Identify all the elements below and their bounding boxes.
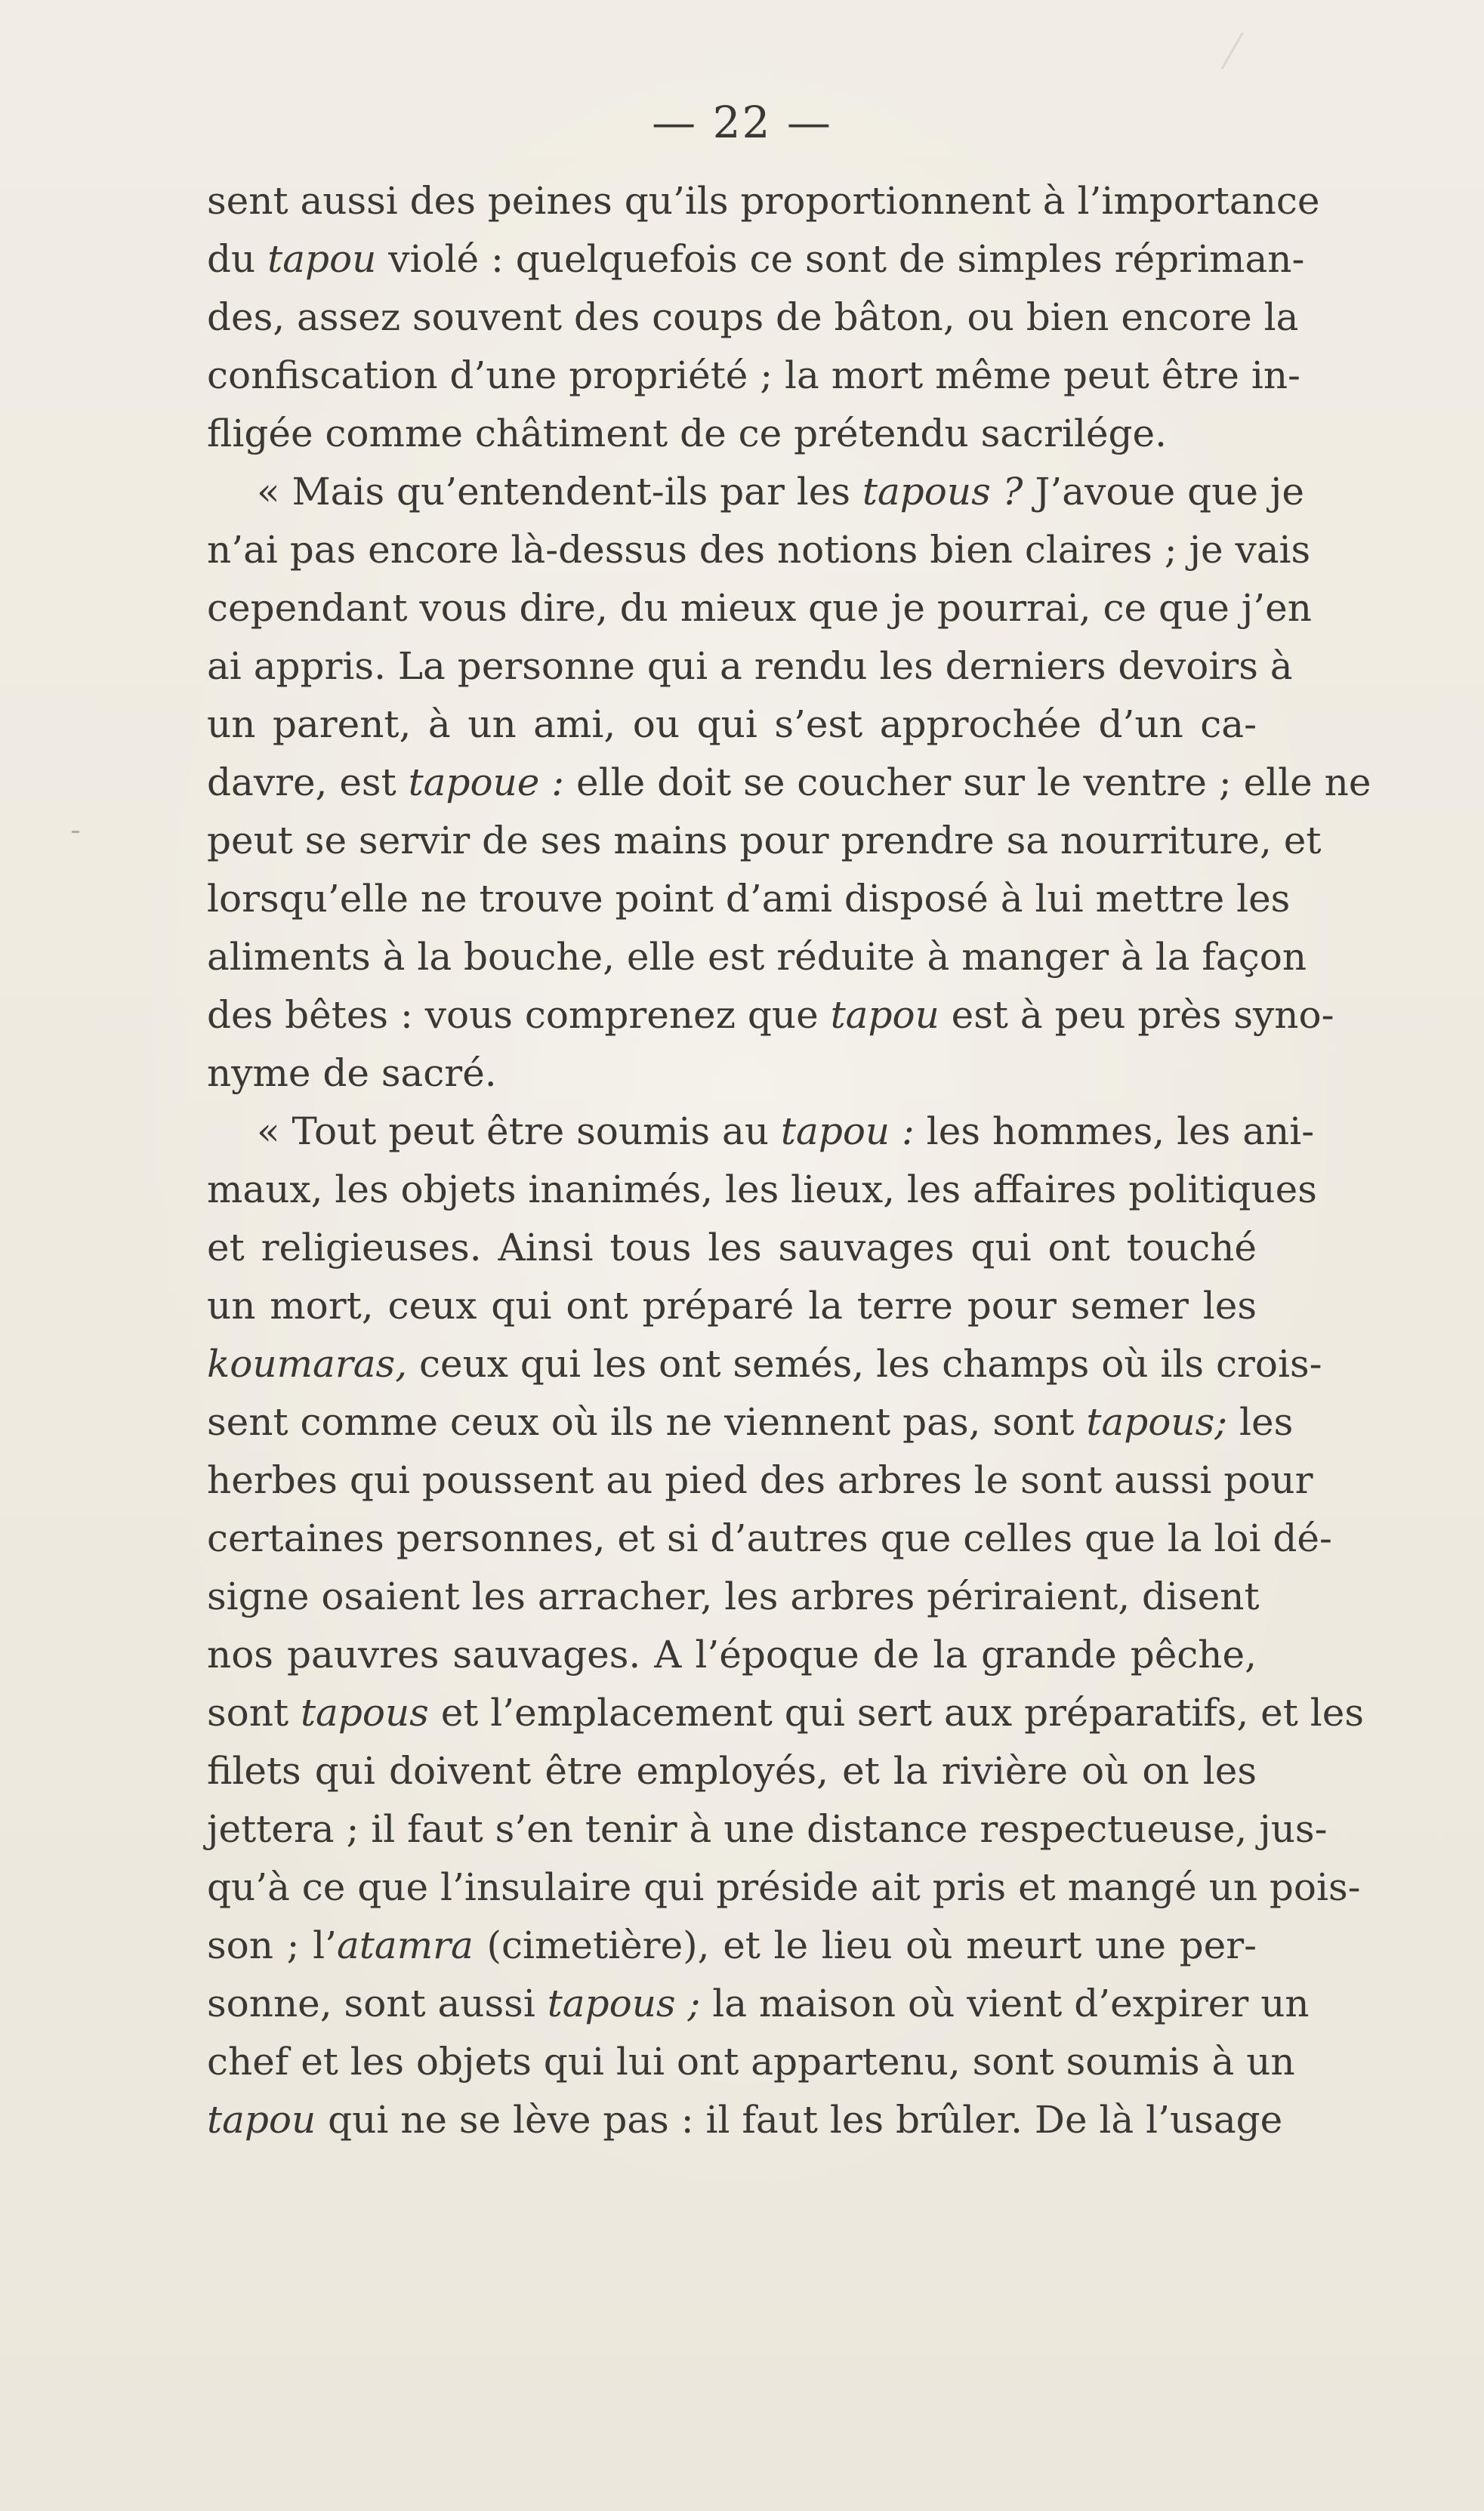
text-line: nos pauvres sauvages. A l’époque de la grande pêche, <box>207 1633 1257 1677</box>
paragraph-end-line: fligée comme châtiment de ce prétendu sacrilége. <box>207 412 1168 455</box>
text-line: et religieuses. Ainsi tous les sauvages qui ont touché <box>207 1226 1257 1269</box>
text-line: un parent, à un ami, ou qui s’est approchée d’un ca- <box>207 702 1257 746</box>
paragraph-start-line: « Mais qu’entendent-ils par les tapous ? J’avoue que je <box>257 470 1304 514</box>
text-line: son ; l’atamra (cimetière), et le lieu où meurt une per- <box>207 1923 1257 1967</box>
text-line: tapou qui ne se lève pas : il faut les brûler. De là l’usage <box>207 2098 1283 2142</box>
text-line: filets qui doivent être employés, et la rivière où on les <box>207 1749 1257 1793</box>
text-line: confiscation d’une propriété ; la mort même peut être in- <box>207 353 1300 397</box>
text-line: qu’à ce que l’insulaire qui préside ait pris et mangé un pois- <box>207 1865 1361 1909</box>
text-line: n’ai pas encore là-dessus des notions bien claires ; je vais <box>207 528 1311 572</box>
text-line: certaines personnes, et si d’autres que celles que la loi dé- <box>207 1516 1332 1560</box>
text-line: des bêtes : vous comprenez que tapou est à peu près syno- <box>207 993 1334 1037</box>
text-line: peut se servir de ses mains pour prendre sa nourriture, et <box>207 819 1322 862</box>
paper-crease-mark <box>1220 32 1243 69</box>
text-line: herbes qui poussent au pied des arbres le sont aussi pour <box>207 1458 1313 1502</box>
text-line: lorsqu’elle ne trouve point d’ami disposé à lui mettre les <box>207 877 1291 921</box>
text-line: davre, est tapoue : elle doit se coucher sur le ventre ; elle ne <box>207 760 1371 804</box>
text-line: du tapou violé : quelquefois ce sont de simples répriman- <box>207 237 1305 281</box>
text-line: des, assez souvent des coups de bâton, ou bien encore la <box>207 295 1299 339</box>
text-line: un mort, ceux qui ont préparé la terre pour semer les <box>207 1284 1257 1328</box>
text-line: koumaras, ceux qui les ont semés, les champs où ils crois- <box>207 1342 1322 1386</box>
paragraph-end-line: nyme de sacré. <box>207 1051 497 1095</box>
page-number: — 22 — <box>652 97 832 148</box>
text-line: cependant vous dire, du mieux que je pourrai, ce que j’en <box>207 586 1312 630</box>
text-line: signe osaient les arracher, les arbres périraient, disent <box>207 1575 1260 1618</box>
text-line: ai appris. La personne qui a rendu les derniers devoirs à <box>207 644 1293 688</box>
text-line: chef et les objets qui lui ont appartenu, sont soumis à un <box>207 2040 1295 2084</box>
text-line: jettera ; il faut s’en tenir à une distance respectueuse, jus- <box>207 1807 1328 1851</box>
text-line: maux, les objets inanimés, les lieux, les affaires politiques <box>207 1168 1317 1211</box>
text-line: sont tapous et l’emplacement qui sert aux préparatifs, et les <box>207 1691 1364 1735</box>
body-text <box>207 172 1371 2149</box>
text-line: sent comme ceux où ils ne viennent pas, sont tapous; les <box>207 1400 1294 1444</box>
paragraph-start-line: « Tout peut être soumis au tapou : les hommes, les ani- <box>257 1109 1315 1153</box>
margin-ink-mark <box>72 831 79 833</box>
text-line: sonne, sont aussi tapous ; la maison où vient d’expirer un <box>207 1982 1310 2025</box>
text-line: sent aussi des peines qu’ils proportionnent à l’importance <box>207 179 1320 223</box>
text-line: aliments à la bouche, elle est réduite à manger à la façon <box>207 935 1307 979</box>
